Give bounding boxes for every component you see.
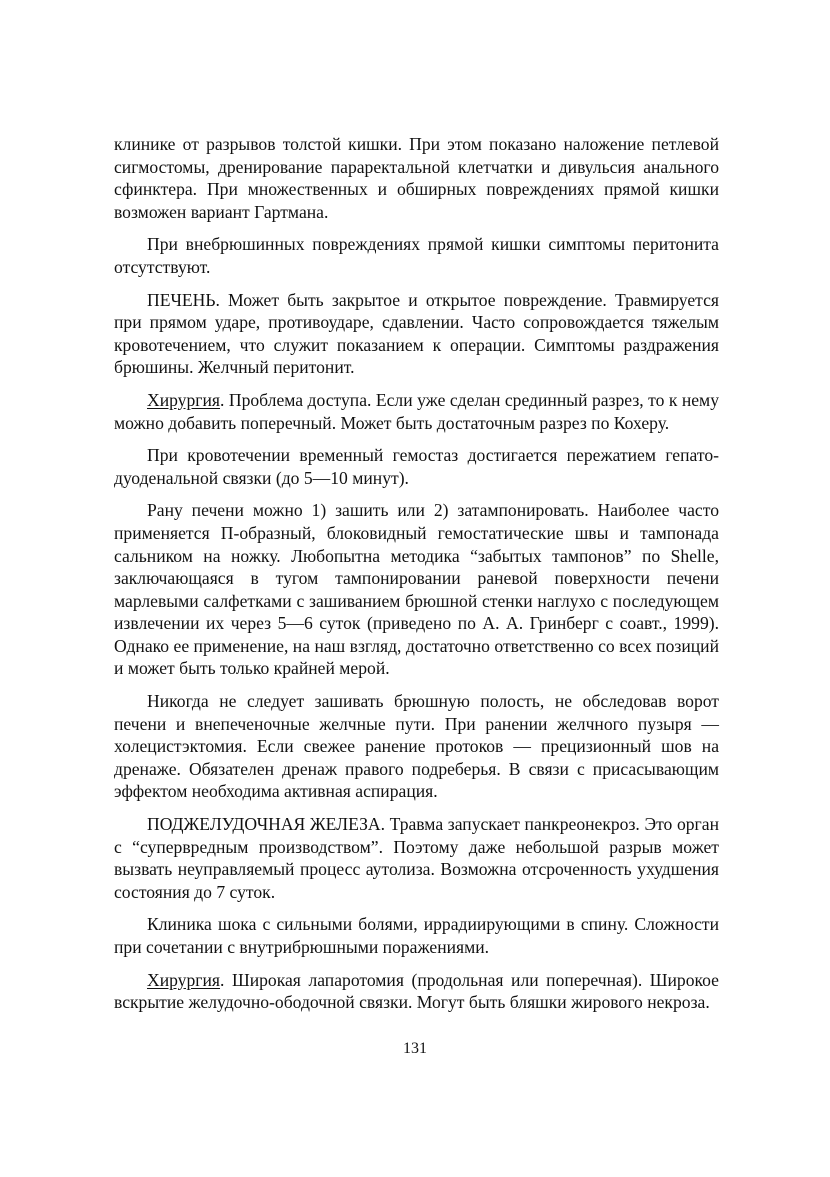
paragraph-6-text: Рану печени можно 1) зашить или 2) затампонировать. Наиболее часто применяется П-образный, блоковидный гемостатические швы и тампонада сальником на ножку. Любопытна методика “забытых тампонов” по Shelle, заключающаяся в тугом тампонировании раневой поверхности печени марлевыми салфетками с зашиванием брюшной стенки наглухо с последующем извлечении их через 5—6 суток (приведено по А. А. Гринберг с соавт., 1999). Однако ее применение, на наш взгляд, достаточно ответственно со всех позиций и может быть только крайней мерой. <box>114 500 719 679</box>
paragraph-5 <box>114 444 719 489</box>
paragraph-8 <box>114 813 719 903</box>
paragraph-3-text: ПЕЧЕНЬ. Может быть закрытое и открытое повреждение. Травмируется при прямом ударе, противоударе, сдавлении. Часто сопровождается тяжелым кровотечением, что служит показанием к операции. Симптомы раздражения брюшины. Желчный перитонит. <box>114 289 719 378</box>
paragraph-8-text: ПОДЖЕЛУДОЧНАЯ ЖЕЛЕЗА. Травма запускает панкреонекроз. Это орган с “супервредным производством”. Поэтому даже небольшой разрыв может вызвать неуправляемый процесс аутолиза. Возможна отсроченность ухудшения состояния до 7 суток. <box>114 814 719 902</box>
paragraph-4-lead: Хирургия <box>147 389 221 410</box>
paragraph-4 <box>114 389 719 434</box>
paragraph-7 <box>114 690 719 803</box>
paragraph-6 <box>114 499 719 680</box>
paragraph-7-text: Никогда не следует зашивать брюшную полость, не обследовав ворот печени и внепеченочные желчные пути. При ранении желчного пузыря — холецистэктомия. Если свежее ранение протоков — прецизионный шов на дренаже. Обязателен дренаж правого подреберья. В связи с присасывающим эффектом необходима активная аспирация. <box>114 691 719 802</box>
paragraph-10-lead: Хирургия <box>147 969 221 990</box>
paragraph-4-text: . Проблема доступа. Если уже сделан срединный разрез, то к нему можно добавить поперечный. Может быть достаточным разрез по Кохеру. <box>114 389 719 433</box>
page-body <box>114 133 719 1024</box>
paragraph-2-text: При внебрюшинных повреждениях прямой кишки симптомы перитонита отсутствуют. <box>114 234 719 277</box>
page-number: 131 <box>403 1040 427 1057</box>
paragraph-10 <box>114 969 719 1014</box>
paragraph-3 <box>114 289 719 379</box>
paragraph-1 <box>114 133 719 223</box>
paragraph-5-text: При кровотечении временный гемостаз достигается пережатием гепато-дуоденальной связки (до 5—10 минут). <box>114 445 719 488</box>
paragraph-10-text: . Широкая лапаротомия (продольная или поперечная). Широкое вскрытие желудочно-ободочной связки. Могут быть бляшки жирового некроза. <box>114 969 719 1013</box>
paragraph-2 <box>114 233 719 278</box>
paragraph-9 <box>114 913 719 958</box>
paragraph-1-text: клинике от разрывов толстой кишки. При этом показано наложение петлевой сигмостомы, дренирование параректальной клетчатки и дивульсия анального сфинктера. При множественных и обширных повреждениях прямой кишки возможен вариант Гартмана. <box>114 134 719 222</box>
paragraph-9-text: Клиника шока с сильными болями, иррадиирующими в спину. Сложности при сочетании с внутрибрюшными поражениями. <box>114 914 719 957</box>
